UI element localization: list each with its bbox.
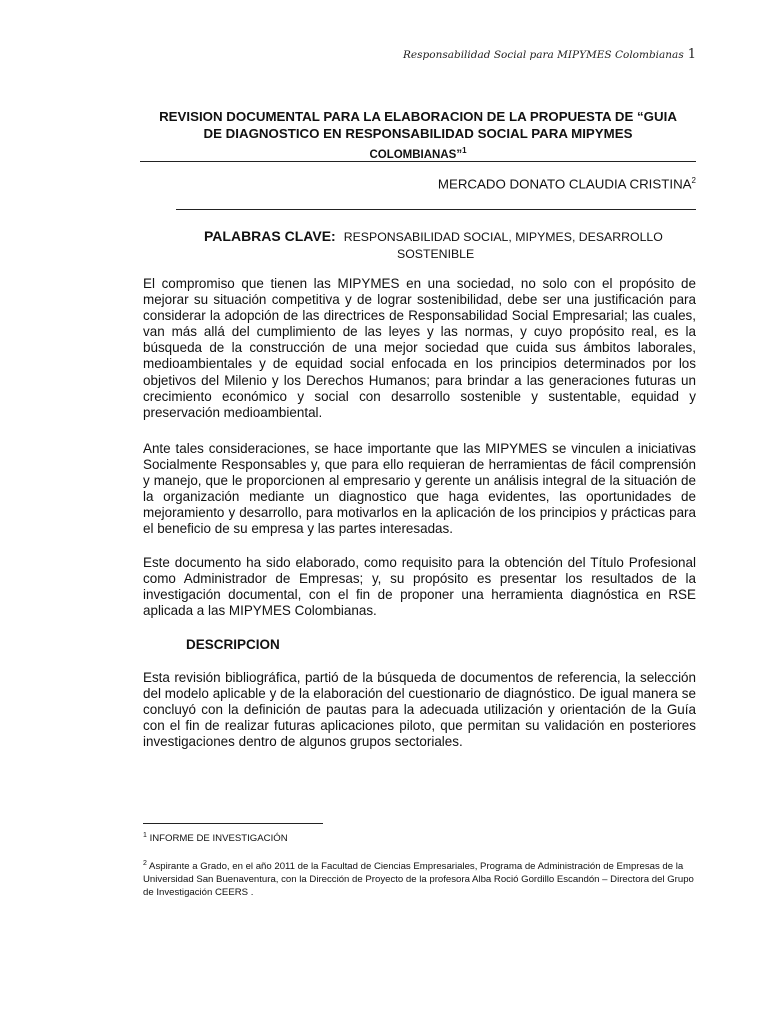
footnote-separator bbox=[143, 823, 323, 824]
paragraph-considerations: Ante tales consideraciones, se hace importante que las MIPYMES se vinculen a iniciativas Socialmente Responsables y, que para ello requieran de herramientas de fácil comprensión y manejo, que le proporcionen al empresario y gerente un análisis integral de la situación de la organización mediante un diagnostico que haga evidentes, las oportunidades de mejoramiento y desarrollo, para motivarlos en la aplicación de los principios y prácticas para el beneficio de su empresa y las partes interesadas. bbox=[143, 441, 696, 537]
document-title bbox=[140, 108, 696, 164]
title-divider bbox=[140, 161, 696, 162]
footnote-2 bbox=[143, 857, 696, 899]
running-header-title: Responsabilidad Social para MIPYMES Colombianas bbox=[403, 49, 684, 61]
author-divider bbox=[176, 209, 696, 210]
keywords-values-continued: SOSTENIBLE bbox=[397, 247, 475, 261]
paragraph-description: Esta revisión bibliográfica, partió de la búsqueda de documentos de referencia, la selección del modelo aplicable y de la elaboración del cuestionario de diagnóstico. De igual manera se concluyó con la definición de pautas para la adecuada utilización y orientación de la Guía con el fin de realizar futuras aplicaciones piloto, que permitan su validación en posteriores investigaciones dentro de algunos grupos sectoriales. bbox=[143, 670, 696, 750]
title-line-2: DE DIAGNOSTICO EN RESPONSABILIDAD SOCIAL PARA MIPYMES bbox=[203, 126, 633, 141]
author-footnote-ref: 2 bbox=[691, 176, 696, 185]
footnote-2-number: 2 bbox=[143, 860, 147, 867]
footnote-1-number: 1 bbox=[143, 832, 147, 839]
author-name: MERCADO DONATO CLAUDIA CRISTINA bbox=[437, 176, 692, 192]
title-line-3-text: COLOMBIANAS” bbox=[369, 148, 463, 161]
keywords-block bbox=[204, 228, 684, 261]
footnote-1 bbox=[143, 829, 696, 845]
section-heading-descripcion: DESCRIPCION bbox=[186, 637, 280, 652]
running-header bbox=[403, 47, 696, 62]
keywords-label: PALABRAS CLAVE: bbox=[204, 228, 336, 244]
footnote-1-text: INFORME DE INVESTIGACIÓN bbox=[149, 833, 288, 845]
title-line-1: REVISION DOCUMENTAL PARA LA ELABORACION DE LA PROPUESTA DE “GUIA bbox=[159, 109, 677, 124]
keywords-values: RESPONSABILIDAD SOCIAL, MIPYMES, DESARROLLO bbox=[343, 230, 663, 244]
page-number: 1 bbox=[687, 47, 696, 62]
paragraph-purpose: Este documento ha sido elaborado, como requisito para la obtención del Título Profesional como Administrador de Empresas; y, su propósito es presentar los resultados de la investigación documental, con el fin de proponer una herramienta diagnóstica en RSE aplicada a las MIPYMES Colombianas. bbox=[143, 555, 696, 619]
title-footnote-ref: 1 bbox=[462, 146, 467, 155]
paragraph-intro: El compromiso que tienen las MIPYMES en una sociedad, no solo con el propósito de mejorar su situación competitiva y de lograr sostenibilidad, debe ser una justificación para considerar la adopción de las directrices de Responsabilidad Social Empresarial; las cuales, van más allá del cumplimiento de las leyes y las normas, y cuyo propósito real, es la búsqueda de la construcción de una mejor sociedad que cuida sus ámbitos laborales, medioambientales y de equidad social enfocada en los principios determinados por los objetivos del Milenio y los Derechos Humanos; para brindar a las generaciones futuras un crecimiento económico y social con desarrollo sostenible y sustentable, equidad y preservación medioambiental. bbox=[143, 276, 696, 420]
author-line bbox=[438, 176, 696, 191]
footnote-2-text: Aspirante a Grado, en el año 2011 de la Facultad de Ciencias Empresariales, Programa de Administración de Empresas de la Universidad San Buenaventura, con la Dirección de Proyecto de la profesora Alba Roció Gordillo Escandón – Directora del Grupo de Investigación CEERS . bbox=[143, 861, 694, 899]
